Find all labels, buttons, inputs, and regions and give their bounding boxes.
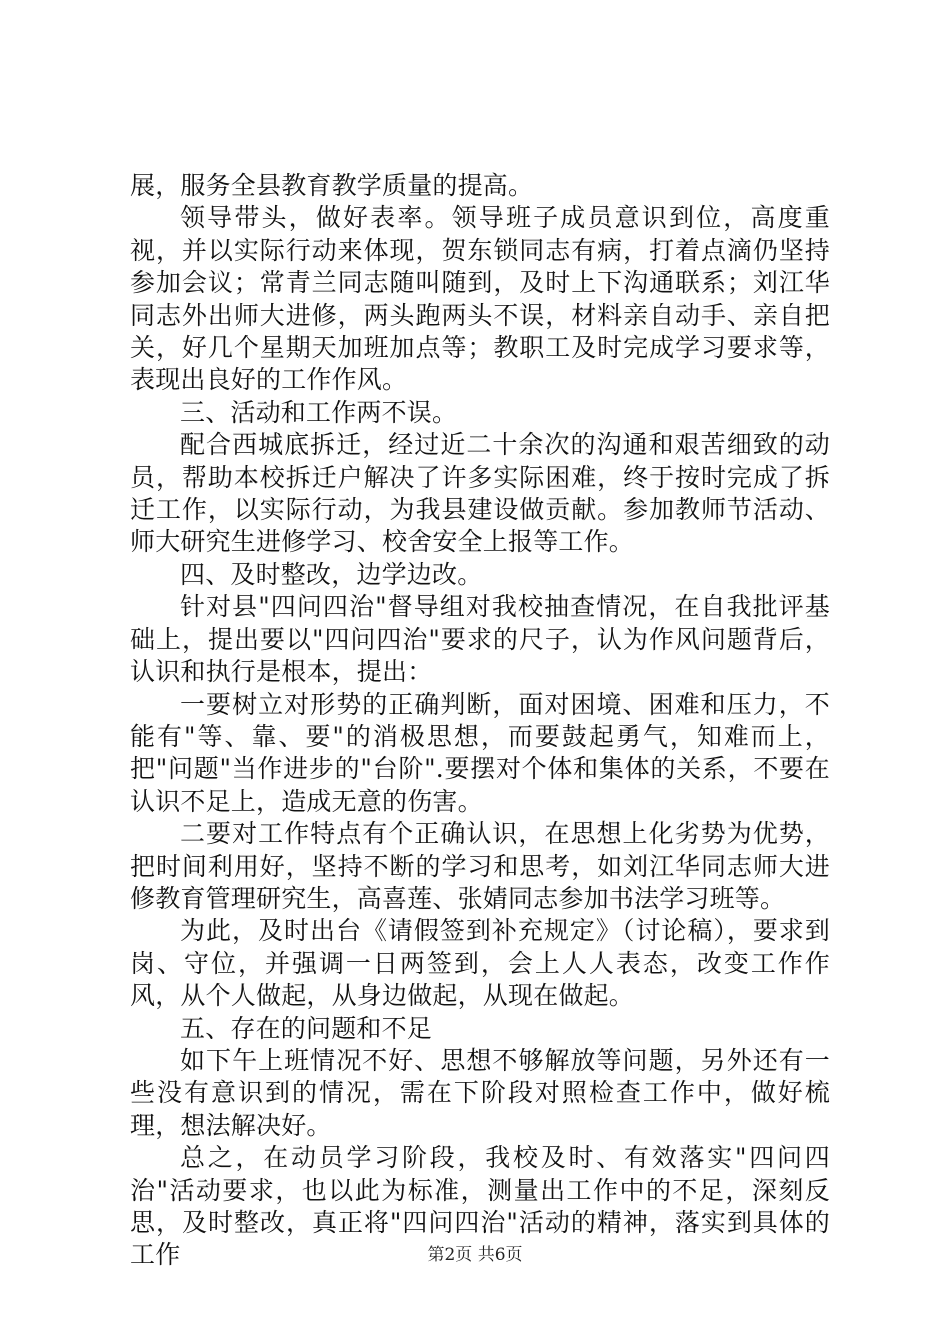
document-body [130,170,830,1272]
section-heading-3: 三、活动和工作两不误。 [180,397,458,427]
page-number-footer: 第2页 共6页 [427,1245,523,1265]
paragraph-point-one: 一要树立对形势的正确判断，面对困境、困难和压力，不能有"等、靠、要"的消极思想，而要鼓起勇气，知难而上，把"问题"当作进步的"台阶".要摆对个体和集体的关系，不要在认识不足上，造成无意的伤害。 [130,689,830,816]
paragraph-inspection: 针对县"四问四治"督导组对我校抽查情况，在自我批评基础上，提出要以"四问四治"要求的尺子，认为作风问题背后，认识和执行是根本，提出： [130,592,830,687]
section-heading-4: 四、及时整改，边学边改。 [180,559,483,589]
paragraph-summary: 总之，在动员学习阶段，我校及时、有效落实"四问四治"活动要求，也以此为标准，测量出工作中的不足，深刻反思，及时整改，真正将"四问四治"活动的精神，落实到具体的工作 [130,1143,830,1270]
paragraph-point-two: 二要对工作特点有个正确认识，在思想上化劣势为优势，把时间利用好，坚持不断的学习和思考，如刘江华同志师大进修教育管理研究生，高喜莲、张婧同志参加书法学习班等。 [130,819,830,913]
paragraph-continuation: 展，服务全县教育教学质量的提高。 [130,171,534,200]
section-heading-5: 五、存在的问题和不足 [180,1013,433,1043]
paragraph-problems: 如下午上班情况不好、思想不够解放等问题，另外还有一些没有意识到的情况，需在下阶段对照检查工作中，做好梳理，想法解决好。 [130,1045,830,1140]
paragraph-demolition: 配合西城底拆迁，经过近二十余次的沟通和艰苦细致的动员，帮助本校拆迁户解决了许多实际困难，终于按时完成了拆迁工作，以实际行动，为我县建设做贡献。参加教师节活动、师大研究生进修学习、校舍安全上报等工作。 [130,430,830,557]
paragraph-leadership: 领导带头，做好表率。领导班子成员意识到位，高度重视，并以实际行动来体现，贺东锁同志有病，打着点滴仍坚持参加会议；常青兰同志随叫随到，及时上下沟通联系；刘江华同志外出师大进修，两头跑两头不误，材料亲自动手、亲自把关，好几个星期天加班加点等；教职工及时完成学习要求等，表现出良好的工作作风。 [130,203,830,395]
paragraph-regulation: 为此，及时出台《请假签到补充规定》（讨论稿），要求到岗、守位，并强调一日两签到，会上人人表态，改变工作作风，从个人做起，从身边做起，从现在做起。 [130,916,830,1011]
